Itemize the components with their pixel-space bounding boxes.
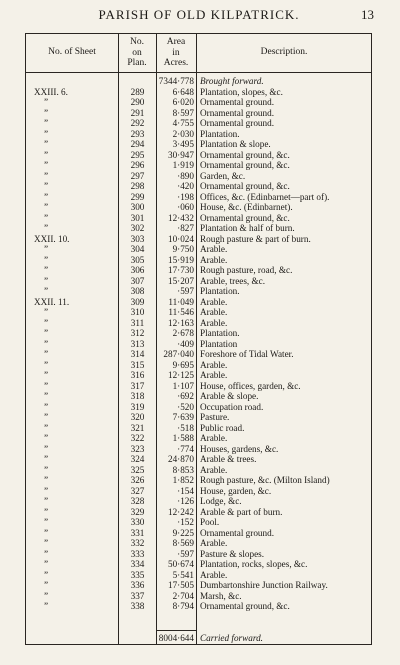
table-row [26, 181, 371, 192]
area-cell: 10·024 [167, 233, 194, 244]
plan-number-cell: 322 [130, 433, 145, 443]
area-cell: ·420 [177, 181, 194, 191]
description-cell: Arable & part of burn. [200, 506, 283, 517]
table-row [26, 234, 371, 245]
plan-number-cell: 289 [130, 86, 145, 97]
description-cell: Rough pasture & part of burn. [200, 233, 311, 244]
table-row [26, 150, 371, 161]
area-cell: 11·546 [168, 307, 194, 317]
col-header-sheet: No. of Sheet [48, 47, 96, 57]
plan-number-cell: 309 [130, 296, 145, 307]
sheet-cell: ” [44, 212, 49, 223]
sheet-cell: ” [44, 496, 49, 506]
plan-number-cell: 291 [130, 107, 145, 118]
sheet-cell: XXIII. 6. [34, 86, 68, 97]
description-cell: Arable. [200, 569, 228, 580]
area-cell: 12·125 [167, 370, 194, 380]
description-cell: Ornamental ground, &c. [200, 160, 290, 170]
sheet-cell: ” [44, 370, 49, 380]
plan-number-cell: 316 [130, 370, 145, 380]
sheet-cell: ” [44, 170, 49, 181]
description-cell: Arable. [200, 370, 228, 380]
sheet-cell: ” [44, 601, 49, 611]
table-row [26, 202, 371, 213]
area-cell: 5·541 [172, 569, 194, 580]
plan-number-cell: 329 [130, 506, 145, 517]
description-cell: Rough pasture, &c. (Milton Island) [200, 475, 330, 485]
description-cell: Arable. [200, 307, 228, 317]
plan-number-cell: 307 [130, 275, 145, 286]
plan-number-cell: 314 [130, 349, 145, 359]
page-title: PARISH OF OLD KILPATRICK. [98, 7, 300, 22]
description-cell: Arable. [200, 317, 228, 328]
sheet-cell: ” [44, 548, 49, 559]
area-cell: 8·597 [172, 107, 194, 118]
area-cell: 9·225 [172, 527, 194, 538]
sheet-cell: ” [44, 454, 49, 464]
area-cell: 1·852 [172, 475, 194, 485]
area-cell: 15·207 [167, 275, 194, 286]
description-cell: Ornamental ground, &c. [200, 212, 290, 223]
area-cell: ·152 [177, 517, 194, 527]
area-cell: 17·730 [167, 265, 194, 275]
table-row [26, 192, 371, 203]
description-cell: Arable & slope. [200, 391, 259, 401]
sheet-cell: ” [44, 118, 49, 128]
area-cell: 1·107 [172, 380, 194, 391]
table-row [26, 87, 371, 98]
table-row [26, 391, 371, 402]
sheet-cell: ” [44, 275, 49, 286]
area-cell: 1·919 [172, 160, 194, 170]
col-header-area [156, 37, 196, 69]
sheet-cell: ” [44, 317, 49, 328]
sheet-cell: ” [44, 443, 49, 454]
plan-number-cell: 320 [130, 412, 145, 422]
description-cell: Arable. [200, 538, 228, 548]
area-cell: ·409 [177, 338, 194, 349]
plan-number-cell: 311 [130, 317, 145, 328]
table-row [26, 528, 371, 539]
plan-number-cell: 319 [130, 401, 145, 412]
description-cell: Ornamental ground, &c. [200, 181, 290, 191]
sheet-cell: ” [44, 97, 49, 107]
area-cell: 17·505 [167, 580, 194, 590]
description-cell: Arable. [200, 244, 228, 254]
table-row [26, 517, 371, 528]
col-header-area-line: in [172, 47, 180, 58]
sheet-cell: ” [44, 191, 49, 202]
table-row [26, 307, 371, 318]
table-row [26, 97, 371, 108]
sheet-cell: ” [44, 391, 49, 401]
sheet-cell: ” [44, 160, 49, 170]
area-cell: ·597 [177, 548, 194, 559]
sheet-cell: ” [44, 485, 49, 496]
carried-forward-row [26, 632, 371, 644]
table-row [26, 570, 371, 581]
col-header-plan-line: on [132, 47, 142, 58]
plan-number-cell: 292 [130, 118, 145, 128]
area-cell: 2·704 [172, 590, 194, 601]
sheet-cell: ” [44, 349, 49, 359]
sheet-cell: ” [44, 380, 49, 391]
description-cell: Garden, &c. [200, 170, 246, 181]
table-row [26, 160, 371, 171]
plan-number-cell: 296 [130, 160, 145, 170]
sheet-cell: ” [44, 422, 49, 433]
table-row [26, 591, 371, 602]
col-header-description: Description. [260, 47, 308, 57]
table-row [26, 538, 371, 549]
header-rule [26, 72, 371, 73]
sheet-cell: ” [44, 401, 49, 412]
description-cell: Houses, gardens, &c. [200, 443, 279, 454]
description-cell: Ornamental ground, &c. [200, 601, 290, 611]
sheet-cell: ” [44, 107, 49, 118]
sheet-cell: ” [44, 475, 49, 485]
table-row [26, 370, 371, 381]
col-header-plan-line: No. [130, 37, 144, 47]
area-cell: 6·648 [172, 86, 194, 97]
area-cell: 8·794 [172, 601, 194, 611]
description-cell: Pool. [200, 517, 220, 527]
plan-number-cell: 294 [130, 139, 145, 149]
sheet-cell: ” [44, 139, 49, 149]
table-row [26, 108, 371, 119]
plan-number-cell: 325 [130, 464, 145, 475]
plan-number-cell: 333 [130, 548, 145, 559]
sheet-cell: ” [44, 244, 49, 254]
plan-number-cell: 301 [130, 212, 145, 223]
area-cell: ·597 [177, 286, 194, 296]
table-row [26, 433, 371, 444]
col-header-area-line: Acres. [163, 58, 189, 68]
plan-number-cell: 293 [130, 128, 145, 139]
table-row [26, 496, 371, 507]
sheet-cell: ” [44, 359, 49, 370]
description-cell: Pasture. [200, 412, 230, 422]
plan-number-cell: 323 [130, 443, 145, 454]
sheet-cell: ” [44, 569, 49, 580]
plan-number-cell: 315 [130, 359, 145, 370]
area-cell: 4·755 [172, 118, 194, 128]
table-row [26, 549, 371, 560]
sheet-cell: XXII. 11. [34, 296, 70, 307]
description-cell: Plantation, slopes, &c. [200, 86, 283, 97]
plan-number-cell: 336 [130, 580, 145, 590]
area-cell: ·774 [177, 443, 194, 454]
sheet-cell: ” [44, 433, 49, 443]
col-header-plan-line: Plan. [127, 58, 147, 68]
col-header-plan [118, 37, 156, 69]
sheet-cell: ” [44, 412, 49, 422]
area-cell: 2·030 [172, 128, 194, 139]
description-cell: Plantation [200, 338, 238, 349]
table-row [26, 559, 371, 570]
sheet-cell: ” [44, 559, 49, 569]
area-cell: 11·049 [168, 296, 194, 307]
description-cell: Ornamental ground, &c. [200, 149, 290, 160]
plan-number-cell: 310 [130, 307, 145, 317]
description-cell: Pasture & slopes. [200, 548, 265, 559]
plan-number-cell: 306 [130, 265, 145, 275]
plan-number-cell: 332 [130, 538, 145, 548]
page-header [24, 7, 374, 23]
carried-forward-label: Carried forward. [200, 633, 263, 643]
table-row [26, 412, 371, 423]
plan-number-cell: 337 [130, 590, 145, 601]
table-row [26, 454, 371, 465]
table-row [26, 297, 371, 308]
description-cell: Foreshore of Tidal Water. [200, 349, 294, 359]
area-cell: 2·678 [172, 328, 194, 338]
sheet-cell: ” [44, 338, 49, 349]
area-cell: 7344·778 [158, 76, 194, 86]
area-cell: ·060 [177, 202, 194, 212]
description-cell: Marsh, &c. [200, 590, 242, 601]
area-cell: 8·853 [172, 464, 194, 475]
area-cell: 50·674 [167, 559, 194, 569]
description-cell: Arable & trees. [200, 454, 257, 464]
sheet-cell: ” [44, 328, 49, 338]
sheet-cell: ” [44, 527, 49, 538]
plan-number-cell: 318 [130, 391, 145, 401]
description-cell: Plantation. [200, 328, 240, 338]
description-cell: Plantation. [200, 128, 240, 139]
table-row [26, 318, 371, 329]
description-cell: Arable, trees, &c. [200, 275, 266, 286]
plan-number-cell: 304 [130, 244, 145, 254]
description-cell: Ornamental ground. [200, 118, 274, 128]
area-cell: 12·432 [167, 212, 194, 223]
total-rule [156, 630, 197, 631]
sheet-cell: ” [44, 517, 49, 527]
description-cell: Occupation road. [200, 401, 264, 412]
description-cell: Plantation. [200, 286, 240, 296]
description-cell: Arable. [200, 359, 228, 370]
area-cell: ·154 [177, 485, 194, 496]
description-cell: Lodge, &c. [200, 496, 242, 506]
plan-number-cell: 297 [130, 170, 145, 181]
table-row [26, 475, 371, 486]
table-row [26, 328, 371, 339]
plan-number-cell: 335 [130, 569, 145, 580]
sheet-cell: ” [44, 149, 49, 160]
sheet-cell: ” [44, 223, 49, 233]
table-row [26, 507, 371, 518]
table-row [26, 265, 371, 276]
area-cell: 12·242 [167, 506, 194, 517]
plan-number-cell: 290 [130, 97, 145, 107]
sheet-cell: ” [44, 464, 49, 475]
sheet-cell: ” [44, 590, 49, 601]
plan-number-cell: 298 [130, 181, 145, 191]
plan-number-cell: 334 [130, 559, 145, 569]
sheet-cell: ” [44, 506, 49, 517]
plan-number-cell: 300 [130, 202, 145, 212]
area-cell: 8·569 [172, 538, 194, 548]
sheet-cell: ” [44, 307, 49, 317]
plan-number-cell: 313 [130, 338, 145, 349]
description-cell: Dumbartonshire Junction Railway. [200, 580, 328, 590]
description-cell: Arable. [200, 433, 228, 443]
area-cell: 30·947 [167, 149, 194, 160]
area-cell: 12·163 [167, 317, 194, 328]
plan-number-cell: 330 [130, 517, 145, 527]
plan-number-cell: 303 [130, 233, 145, 244]
sheet-cell: ” [44, 265, 49, 275]
description-cell: Public road. [200, 422, 245, 433]
description-cell: Arable. [200, 296, 228, 307]
plan-number-cell: 295 [130, 149, 145, 160]
table-row [26, 486, 371, 497]
sheet-cell: ” [44, 181, 49, 191]
description-cell: Brought forward. [200, 76, 264, 86]
table-row [26, 118, 371, 129]
area-cell: 9·750 [172, 244, 194, 254]
description-cell: House, garden, &c. [200, 485, 272, 496]
sheet-cell: ” [44, 538, 49, 548]
description-cell: Offices, &c. (Edinbarnet—part of). [200, 191, 330, 202]
table-row [26, 213, 371, 224]
area-cell: 15·919 [167, 254, 194, 265]
table-row [26, 349, 371, 360]
plan-number-cell: 328 [130, 496, 145, 506]
plan-number-cell: 331 [130, 527, 145, 538]
description-cell: Plantation & half of burn. [200, 223, 295, 233]
table-row [26, 360, 371, 371]
sheet-cell: ” [44, 286, 49, 296]
sheet-cell: ” [44, 254, 49, 265]
plan-number-cell: 321 [130, 422, 145, 433]
table-body [26, 76, 371, 612]
total-area: 8004·644 [158, 633, 194, 643]
area-cell: 6·020 [172, 97, 194, 107]
table-row [26, 286, 371, 297]
sheet-cell: XXII. 10. [34, 233, 70, 244]
col-header-area-line: Area [166, 37, 186, 47]
description-cell: Arable. [200, 464, 228, 475]
table-row [26, 601, 371, 612]
area-cell: 24·870 [167, 454, 194, 464]
table-row [26, 444, 371, 455]
sheet-cell: ” [44, 580, 49, 590]
area-cell: 1·588 [172, 433, 194, 443]
area-cell: ·520 [177, 401, 194, 412]
parcel-table [25, 33, 372, 645]
area-cell: 287·040 [163, 349, 194, 359]
table-row [26, 276, 371, 287]
plan-number-cell: 327 [130, 485, 145, 496]
plan-number-cell: 299 [130, 191, 145, 202]
page-number: 13 [361, 7, 374, 22]
plan-number-cell: 308 [130, 286, 145, 296]
description-cell: House, offices, garden, &c. [200, 380, 301, 391]
area-cell: ·198 [177, 191, 194, 202]
description-cell: Plantation & slope. [200, 139, 271, 149]
plan-number-cell: 326 [130, 475, 145, 485]
table-row [26, 580, 371, 591]
description-cell: House, &c. (Edinbarnet). [200, 202, 293, 212]
area-cell: ·890 [177, 170, 194, 181]
description-cell: Rough pasture, road, &c. [200, 265, 293, 275]
description-cell: Ornamental ground. [200, 107, 274, 118]
area-cell: ·518 [177, 422, 194, 433]
table-row [26, 129, 371, 140]
table-row [26, 402, 371, 413]
plan-number-cell: 338 [130, 601, 145, 611]
table-row [26, 381, 371, 392]
table-row [26, 423, 371, 434]
area-cell: 9·695 [172, 359, 194, 370]
plan-number-cell: 312 [130, 328, 145, 338]
sheet-cell: ” [44, 128, 49, 139]
plan-number-cell: 305 [130, 254, 145, 265]
table-row [26, 465, 371, 476]
description-cell: Ornamental ground. [200, 97, 274, 107]
area-cell: ·827 [177, 223, 194, 233]
area-cell: 7·639 [172, 412, 194, 422]
table-row [26, 139, 371, 150]
plan-number-cell: 302 [130, 223, 145, 233]
description-cell: Ornamental ground. [200, 527, 274, 538]
plan-number-cell: 317 [130, 380, 145, 391]
table-row [26, 223, 371, 234]
table-row [26, 76, 371, 87]
description-cell: Plantation, rocks, slopes, &c. [200, 559, 308, 569]
area-cell: ·126 [177, 496, 194, 506]
table-row [26, 171, 371, 182]
area-cell: 3·495 [172, 139, 194, 149]
table-row [26, 339, 371, 350]
table-row [26, 244, 371, 255]
area-cell: ·692 [177, 391, 194, 401]
description-cell: Arable. [200, 254, 228, 265]
plan-number-cell: 324 [130, 454, 145, 464]
sheet-cell: ” [44, 202, 49, 212]
table-row [26, 255, 371, 266]
